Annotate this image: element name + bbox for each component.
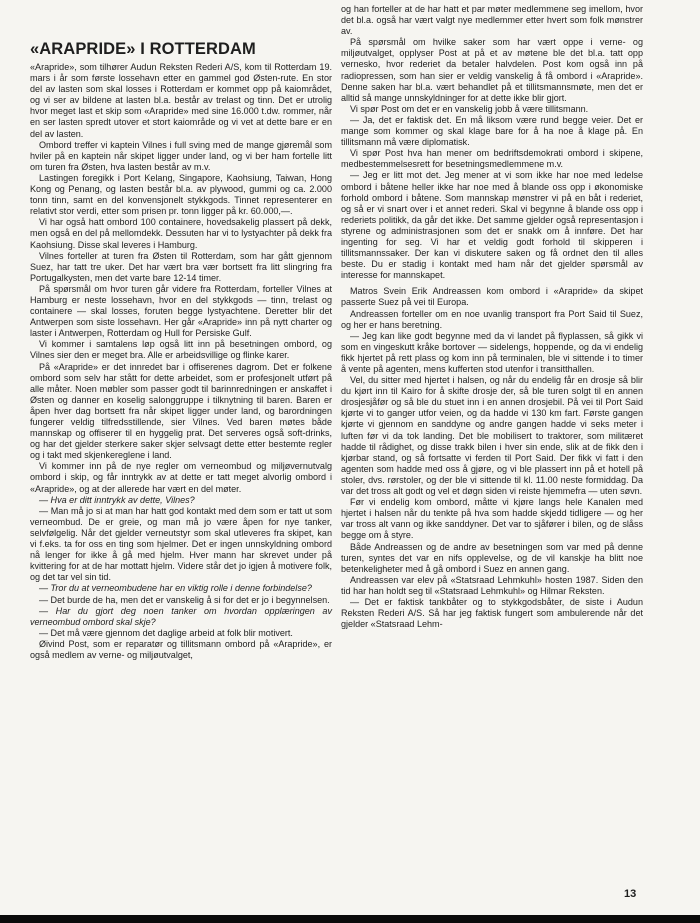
paragraph: Vi spør Post hva han mener om bedriftsdemokrati ombord i skipene, medbestemmelsesrett for besetningsmedlemmene m.v. <box>341 148 643 170</box>
paragraph: Både Andreassen og de andre av besetningen som var med på denne turen, syntes det var en nifs opplevelse, og de vil kanskje ha blitt noe betenkeligheter med å gå ombord i Suez en annen gang. <box>341 541 643 574</box>
paragraph: Ombord treffer vi kaptein Vilnes i full sving med de mange gjøremål som hviler på en kaptein når skipet ligger under land, og vi ber ham fortelle litt om turen fra Østen, hva lasten består av m.v. <box>30 139 332 172</box>
paragraph: Øivind Post, som er reparatør og tillitsmann ombord på «Arapride», er også medlem av verne- og miljøutvalget, <box>30 638 332 660</box>
interview-question: — Tror du at verneombudene har en viktig rolle i denne forbindelse? <box>39 583 312 594</box>
paragraph: og han forteller at de har hatt et par møter medlemmene seg imellom, hvor det bl.a. også har vært valgt nye medlemmer etter hvert som folk mønstrer av. <box>341 4 643 37</box>
left-column <box>30 40 332 661</box>
article-title: «ARAPRIDE» I ROTTERDAM <box>30 40 256 58</box>
paragraph: — Ja, det er faktisk det. En må liksom være rund begge veier. Det er mange som kommer og skal klage bare for å ha noe å klage på. En tillitsmann må være diplomatisk. <box>341 114 643 148</box>
interview-question: — Hva er ditt inntrykk av dette, Vilnes? <box>39 494 195 505</box>
paragraph: På spørsmål om hvor turen går videre fra Rotterdam, forteller Vilnes at Hamburg er neste lossehavn, hvor en del stykkgods — tinn, trelast og containere — skal losses, foruten begge lystyachtene. Deretter blir det Antwerpen som siste lossehavn. Her går «Arapride» inn på nytt charter og laster i Antwerpen, Rotterdam og Hull for Persiske Gulf. <box>30 283 332 339</box>
paragraph: Vi kommer i samtalens løp også litt inn på besetningen ombord, og Vilnes sier den er meget bra. Alle er arbeidsvillige og flinke karer. <box>30 339 332 361</box>
paragraph: Andreassen forteller om en noe uvanlig transport fra Port Said til Suez, og her er hans beretning. <box>341 308 643 330</box>
paragraph: — Jeg kan like godt begynne med da vi landet på flyplassen, så gikk vi som en vingeskutt kråke bortover — sidelengs, hoppende, og da vi endelig fikk hjertet på rett plass og kom inn på terminalen, ble vi sittende i to timer å vente på agenten, mens kufferten stod utenfor i transitthallen. <box>341 330 643 374</box>
paragraph: «Arapride», som tilhører Audun Reksten Rederi A/S, kom til Rotterdam 19. mars i år som første lossehavn etter en gammel god Østen-rute. En stor del av lasten som skal losses i Rotterdam er kommet opp på kaiområdet, og vi ser av bildene at lasten bl.a. består av trelast og tinn. Det er utrolig hvor meget last et skip som «Arapride» med sine 16.000 t.dw. rommer, når en ser lasten spredt utover et stort kaiområde og vi vet at dette bare er en del av lasten. <box>30 62 332 139</box>
right-column <box>341 4 643 630</box>
paragraph: Vi har også hatt ombord 100 containere, hovedsakelig plassert på dekk, men også en del på mellomdekk. Dessuten har vi to lystyachter på dekk fra Kaohsiung. Disse skal leveres i Hamburg. <box>30 217 332 250</box>
paragraph: — Det burde de ha, men det er vanskelig å si for det er jo i begynnelsen. <box>39 594 330 605</box>
paragraph: På spørsmål om hvilke saker som har vært oppe i verne- og miljøutvalget, opplyser Post at på et av møtene ble det bl.a. tatt opp vernesko, hvor rederiet da betaler halvdelen. Post kom også inn på radiopressen, som han sier er veldig vanskelig å få ombord i «Arapride». Denne saken har bl.a. vært behandlet på et tillitsmannsmøte, men det er alltid så mange unnskyldninger for at dette ikke blir gjort. <box>341 37 643 103</box>
page-number: 13 <box>624 888 637 900</box>
paragraph: Matros Svein Erik Andreassen kom ombord i «Arapride» da skipet passerte Suez på vei til Europa. <box>341 286 643 308</box>
page-edge-shadow <box>0 915 700 923</box>
paragraph: På «Arapride» er det innredet bar i offiserenes dagrom. Det er folkene ombord som selv har stått for dette arbeidet, som er profesjonelt utført på alle måter. Noen møbler som passer godt til barinnredningen er anskaffet i Østen og danner en koselig salonggruppe i tilknytning til baren. Baren er åpen hver dag bortsett fra når skipet ligger under land, og barordningen fungerer veldig tilfredsstillende, sier Vilnes. Ved baren møtes både mannskap og offiserer til en hyggelig prat. Det serveres også soft-drinks, og har det gjelder sterkere saker skjer selvsagt dette etter bestemte regler og i takt med skjenkereglene i land. <box>30 361 332 461</box>
paragraph: — Man må jo si at man har hatt god kontakt med dem som er tatt ut som verneombud. De er greie, og man må jo være åpen for nye tanker, selvfølgelig. Når det gjelder verneutstyr som skal utleveres fra skipet, kan vi f.eks. ta for oss en ting som hjelmer. Det er ingen unnskyldning ombord nå lenger for ikke å gå med hjelm. Hver mann har skrevet under på kvittering for at de har mottatt hjelm. Videre står det jo igjen å motivere folk, og det tar vel sin tid. <box>30 505 332 583</box>
paragraph: Lastingen foregikk i Port Kelang, Singapore, Kaohsiung, Taiwan, Hong Kong og Penang, og lasten består bl.a. av plywood, gummi og ca. 2.000 tonn tinn, samt en del konvensjonelt stykkgods. Tinnet representerer en relativt stor verdi, etter som prisen pr. tonn ligger på kr. 60.000,—. <box>30 172 332 217</box>
paragraph: Andreassen var elev på «Statsraad Lehmkuhl» hosten 1987. Siden den tid har han holdt seg til «Statsraad Lehmkuhl» og Hilmar Reksten. <box>341 574 643 596</box>
paragraph: Vilnes forteller at turen fra Østen til Rotterdam, som har gått gjennom Suez, har tatt tre uker. Det har vært bra vær bortsett fra litt slingring fra Portugalkysten, men det varte bare 12-14 timer. <box>30 250 332 283</box>
paragraph: Vel, du sitter med hjertet i halsen, og når du endelig får en drosje så blir du kjørt inn til Kairo for å skifte drosje der, så ble turen solgt til en annen drosjesjåfør og så ble du stuet inn i en annen drosjebil. På vei til Port Said kjørte vi to ganger utfor veien, og da hadde vi 130 km fart. Første gangen kjørte vi gjennom en sanddyne og andre gangen hadde vi seks meter i luften før vi da tok landing. Det ble mobilisert to traktorer, som militæret hadde til rådighet, og disse trakk bilen i hver sin ende, slik at de fikk den i kjørbar stand, og så fortsatte vi ferden til Port Said. Der fikk vi fatt i den agenten som hadde med oss å gjøre, og vi ble plassert inn på et hotell på stoler, dvs. rørstoler, og der ble vi sittende til kl. 11.00 neste formiddag. Da var det tross alt godt og vel et døgn siden vi reiste hjemmefra — uten søvn. <box>341 375 643 497</box>
paragraph: Før vi endelig kom ombord, måtte vi kjøre langs hele Kanalen med hjertet i halsen når du tenkte på hva som hadde skjedd tidligere — og her var tross alt vann og ikke sanddyner. Det var to sjåfører i bilen, og de slåss begge om å styre. <box>341 497 643 541</box>
paragraph: Vi kommer inn på de nye regler om verneombud og miljøvernutvalg ombord i skip, og får inntrykk av at dette er tatt meget alvorlig ombord i «Arapride», og at der allerede har vært en del møter. <box>30 461 332 494</box>
paragraph: — Det er faktisk tankbåter og to stykkgodsbåter, de siste i Audun Reksten Rederi A/S. Så har jeg faktisk fungert som ambulerende når det gjelder «Statsraad Lehm- <box>341 596 643 630</box>
interview-question: — Har du gjort deg noen tanker om hvordan opplæringen av verneombud ombord skal skje? <box>30 605 332 627</box>
paragraph: — Jeg er litt mot det. Jeg mener at vi som ikke har noe med ledelse ombord i båtene heller ikke har noe med å blande oss opp i økonomiske forhold ombord i båtene. Som mannskap mønstrer vi på en båt i rederiet, og så er vi snart over i et annet rederi. Skal vi begynne å blande oss opp i rederiets politikk, da går det ikke. Det samme gjelder også representasjon i styrene og administrasjonen som det er snakk om å innføre. Det har ingenting for seg. Vi har et veldig godt forhold til skipperen i tillitsmannssaker. Der kan vi diskutere saken og få ordnet den til alles beste. Du er stadig i kontakt med ham når det gjelder spørsmål av interesse for mannskapet. <box>341 170 643 281</box>
paragraph: — Det må være gjennom det daglige arbeid at folk blir motivert. <box>39 627 293 638</box>
paragraph: Vi spør Post om det er en vanskelig jobb å være tillitsmann. <box>350 103 589 114</box>
